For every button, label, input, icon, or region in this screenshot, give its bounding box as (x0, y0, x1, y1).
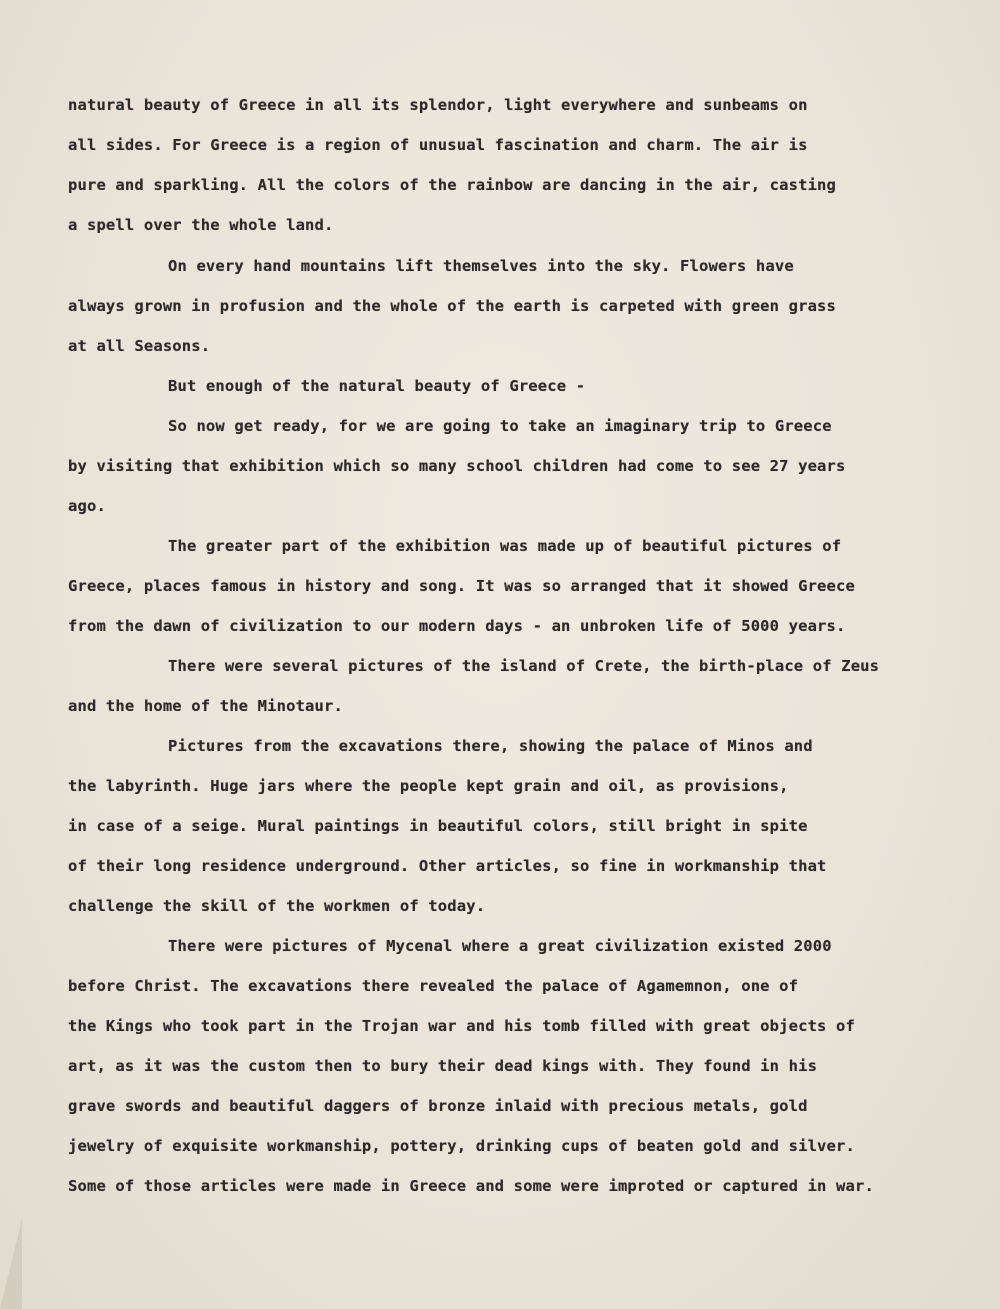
text-line: in case of a seige. Mural paintings in beautiful colors, still bright in spite (68, 817, 808, 835)
text-line: ago. (68, 497, 106, 515)
text-line: pure and sparkling. All the colors of the rainbow are dancing in the air, casting (68, 176, 837, 194)
text-line: But enough of the natural beauty of Greece - (168, 377, 586, 395)
text-line: On every hand mountains lift themselves into the sky. Flowers have (168, 257, 794, 275)
text-line: grave swords and beautiful daggers of bronze inlaid with precious metals, gold (68, 1097, 808, 1115)
text-line: Pictures from the excavations there, showing the palace of Minos and (168, 737, 813, 755)
text-line: So now get ready, for we are going to take an imaginary trip to Greece (168, 417, 832, 435)
text-line: The greater part of the exhibition was made up of beautiful pictures of (168, 537, 842, 555)
text-line: and the home of the Minotaur. (68, 697, 343, 715)
text-line: Some of those articles were made in Greece and some were improted or captured in war. (68, 1177, 874, 1195)
text-line: Greece, places famous in history and song. It was so arranged that it showed Greece (68, 577, 855, 595)
text-line: before Christ. The excavations there revealed the palace of Agamemnon, one of (68, 977, 799, 995)
text-line: a spell over the whole land. (68, 216, 334, 234)
text-line: always grown in profusion and the whole of the earth is carpeted with green grass (68, 297, 837, 315)
text-line: art, as it was the custom then to bury their dead kings with. They found in his (68, 1057, 818, 1075)
text-line: the labyrinth. Huge jars where the people kept grain and oil, as provisions, (68, 777, 789, 795)
text-line: challenge the skill of the workmen of today. (68, 897, 486, 915)
text-line: There were pictures of Mycenal where a great civilization existed 2000 (168, 937, 832, 955)
text-line: the Kings who took part in the Trojan war and his tomb filled with great objects of (68, 1017, 855, 1035)
page-corner-shadow (0, 1219, 22, 1309)
text-line: natural beauty of Greece in all its splendor, light everywhere and sunbeams on (68, 96, 808, 114)
text-line: by visiting that exhibition which so many school children had come to see 27 years (68, 457, 846, 475)
text-line: jewelry of exquisite workmanship, pottery, drinking cups of beaten gold and silver. (68, 1137, 855, 1155)
text-line: from the dawn of civilization to our modern days - an unbroken life of 5000 years. (68, 617, 846, 635)
text-line: There were several pictures of the island of Crete, the birth-place of Zeus (168, 657, 880, 675)
text-line: all sides. For Greece is a region of unusual fascination and charm. The air is (68, 136, 808, 154)
text-line: at all Seasons. (68, 337, 211, 355)
text-line: of their long residence underground. Other articles, so fine in workmanship that (68, 857, 827, 875)
